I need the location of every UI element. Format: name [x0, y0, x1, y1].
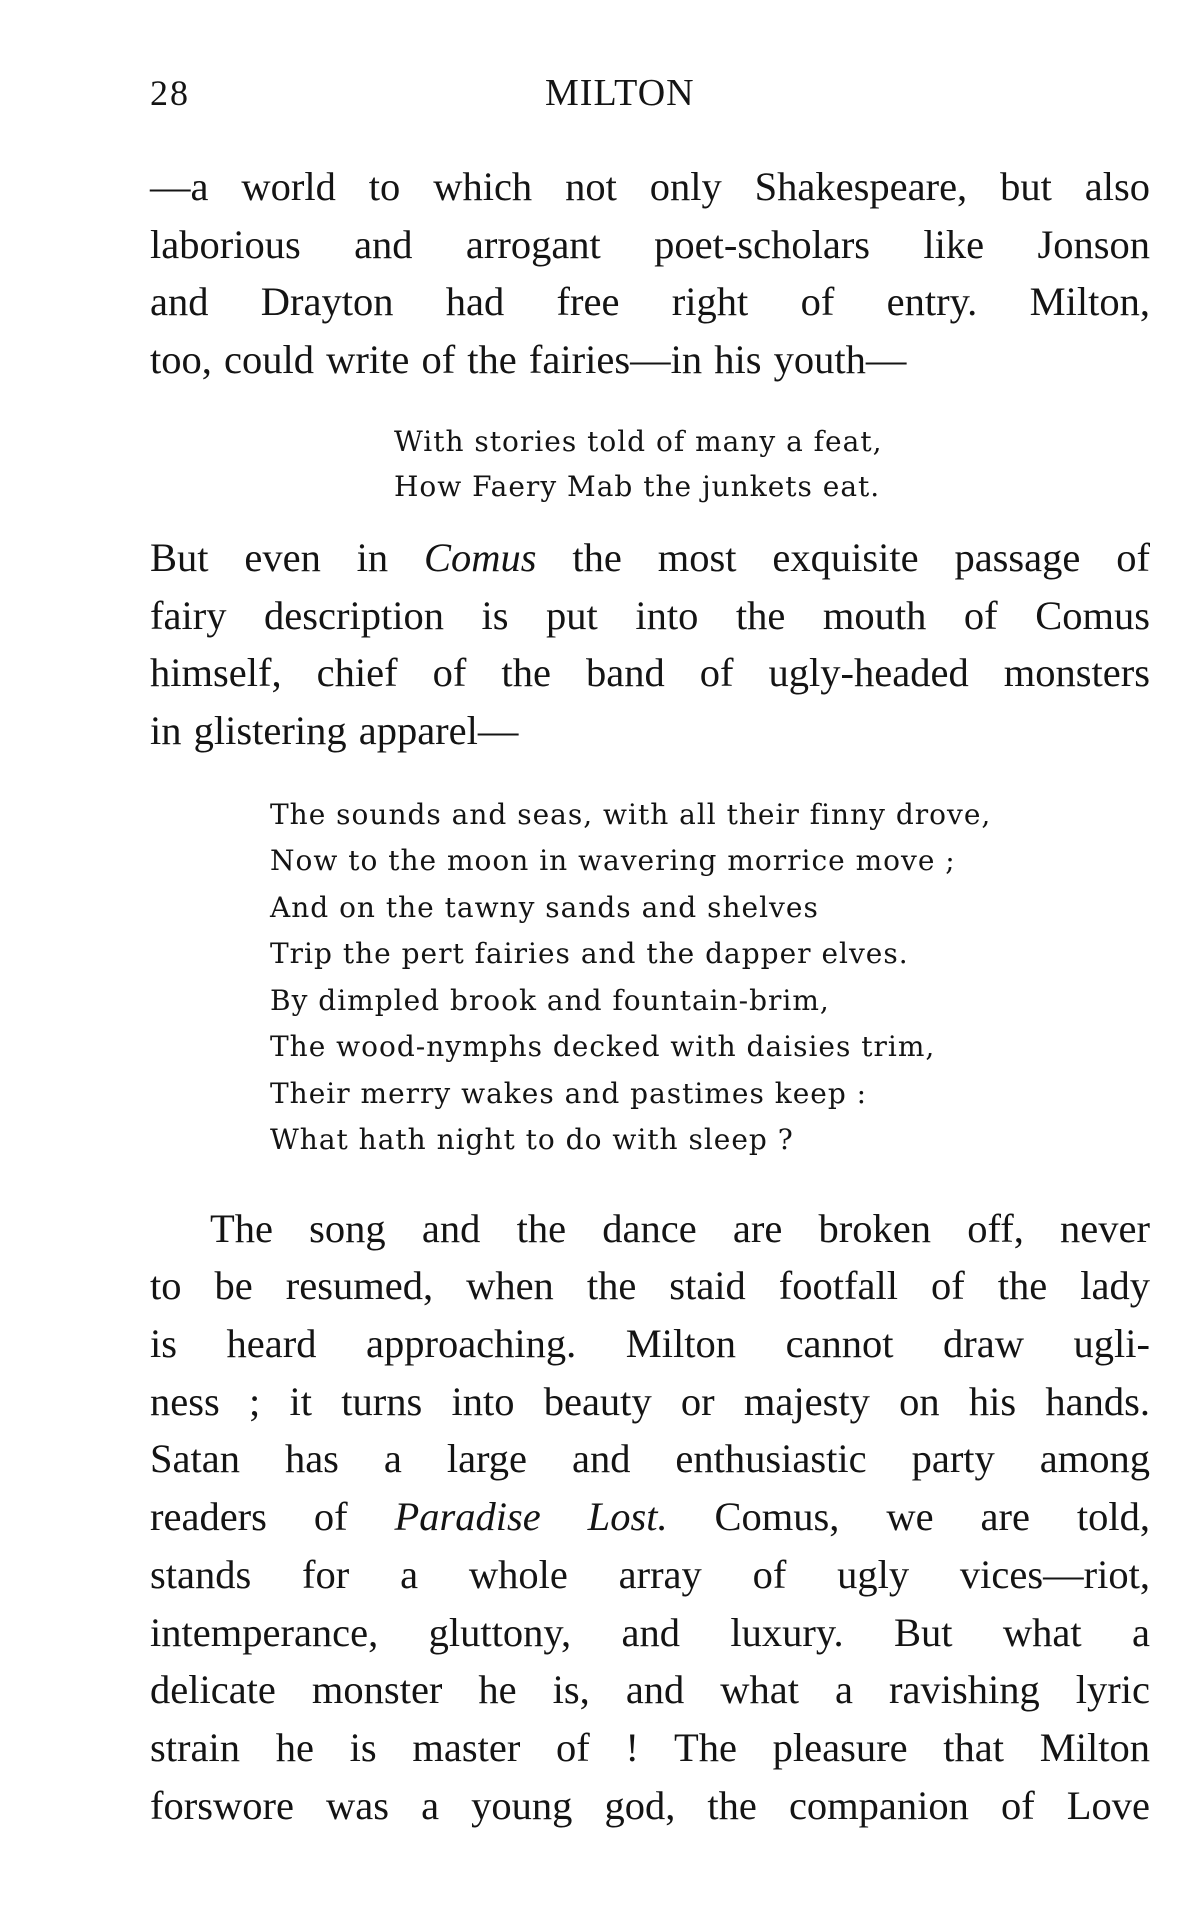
verse-line: The wood-nymphs decked with daisies trim, — [270, 1030, 936, 1064]
running-title: MILTON — [545, 72, 695, 114]
text-line: intemperance, gluttony, and luxury. But what a — [150, 1609, 1150, 1655]
running-head — [150, 70, 1150, 120]
text-line: delicate monster he is, and what a ravishing lyric — [150, 1667, 1150, 1713]
paragraph-3 — [150, 1200, 1150, 1835]
text-line: stands for a whole array of ugly vices—riot, — [150, 1551, 1150, 1597]
text-line: is heard approaching. Milton cannot draw ugli- — [150, 1321, 1150, 1367]
verse-quotation-2 — [270, 792, 1150, 1164]
text-line: Satan has a large and enthusiastic party among — [150, 1436, 1150, 1482]
text-line — [150, 529, 1150, 587]
text-segment: readers of — [150, 1494, 395, 1540]
verse-line: Trip the pert fairies and the dapper elves. — [270, 937, 909, 971]
text-line — [150, 1488, 1150, 1546]
text-line: himself, chief of the band of ugly-headed monsters — [150, 650, 1150, 696]
page-number: 28 — [150, 73, 190, 113]
verse-quotation-1 — [394, 419, 1150, 509]
verse-line: What hath night to do with sleep ? — [270, 1123, 794, 1157]
text-line: ness ; it turns into beauty or majesty on his hands. — [150, 1378, 1150, 1424]
work-title-paradise-lost: Paradise Lost. — [394, 1494, 668, 1540]
work-title-comus: Comus — [424, 534, 537, 580]
text-line: —a world to which not only Shakespeare, but also — [150, 164, 1150, 209]
text-line: laborious and arrogant poet-scholars like Jonson — [150, 221, 1150, 267]
verse-line: With stories told of many a feat, — [394, 424, 883, 458]
text-line: too, could write of the fairies—in his youth— — [150, 337, 907, 383]
text-line: in glistering apparel— — [150, 707, 519, 753]
text-line: The song and the dance are broken off, never — [210, 1205, 1150, 1251]
text-segment: the most exquisite passage of — [536, 534, 1150, 580]
text-line: forswore was a young god, the companion of Love — [150, 1782, 1150, 1828]
paragraph-1 — [150, 158, 1150, 389]
book-page — [150, 70, 1150, 1834]
verse-line: Now to the moon in wavering morrice move ; — [270, 844, 956, 878]
verse-line: How Faery Mab the junkets eat. — [394, 469, 881, 503]
text-line: to be resumed, when the staid footfall of the lady — [150, 1263, 1150, 1309]
text-line: fairy description is put into the mouth of Comus — [150, 592, 1150, 638]
verse-line: Their merry wakes and pastimes keep : — [270, 1076, 868, 1110]
text-line: and Drayton had free right of entry. Milton, — [150, 279, 1150, 325]
verse-line: By dimpled brook and fountain-brim, — [270, 983, 830, 1017]
paragraph-2 — [150, 529, 1150, 760]
verse-line: The sounds and seas, with all their finny drove, — [270, 797, 992, 831]
text-segment: But even in — [150, 534, 425, 580]
text-line: strain he is master of ! The pleasure that Milton — [150, 1724, 1150, 1770]
verse-line: And on the tawny sands and shelves — [270, 890, 819, 924]
text-segment: Comus, we are told, — [667, 1494, 1150, 1540]
